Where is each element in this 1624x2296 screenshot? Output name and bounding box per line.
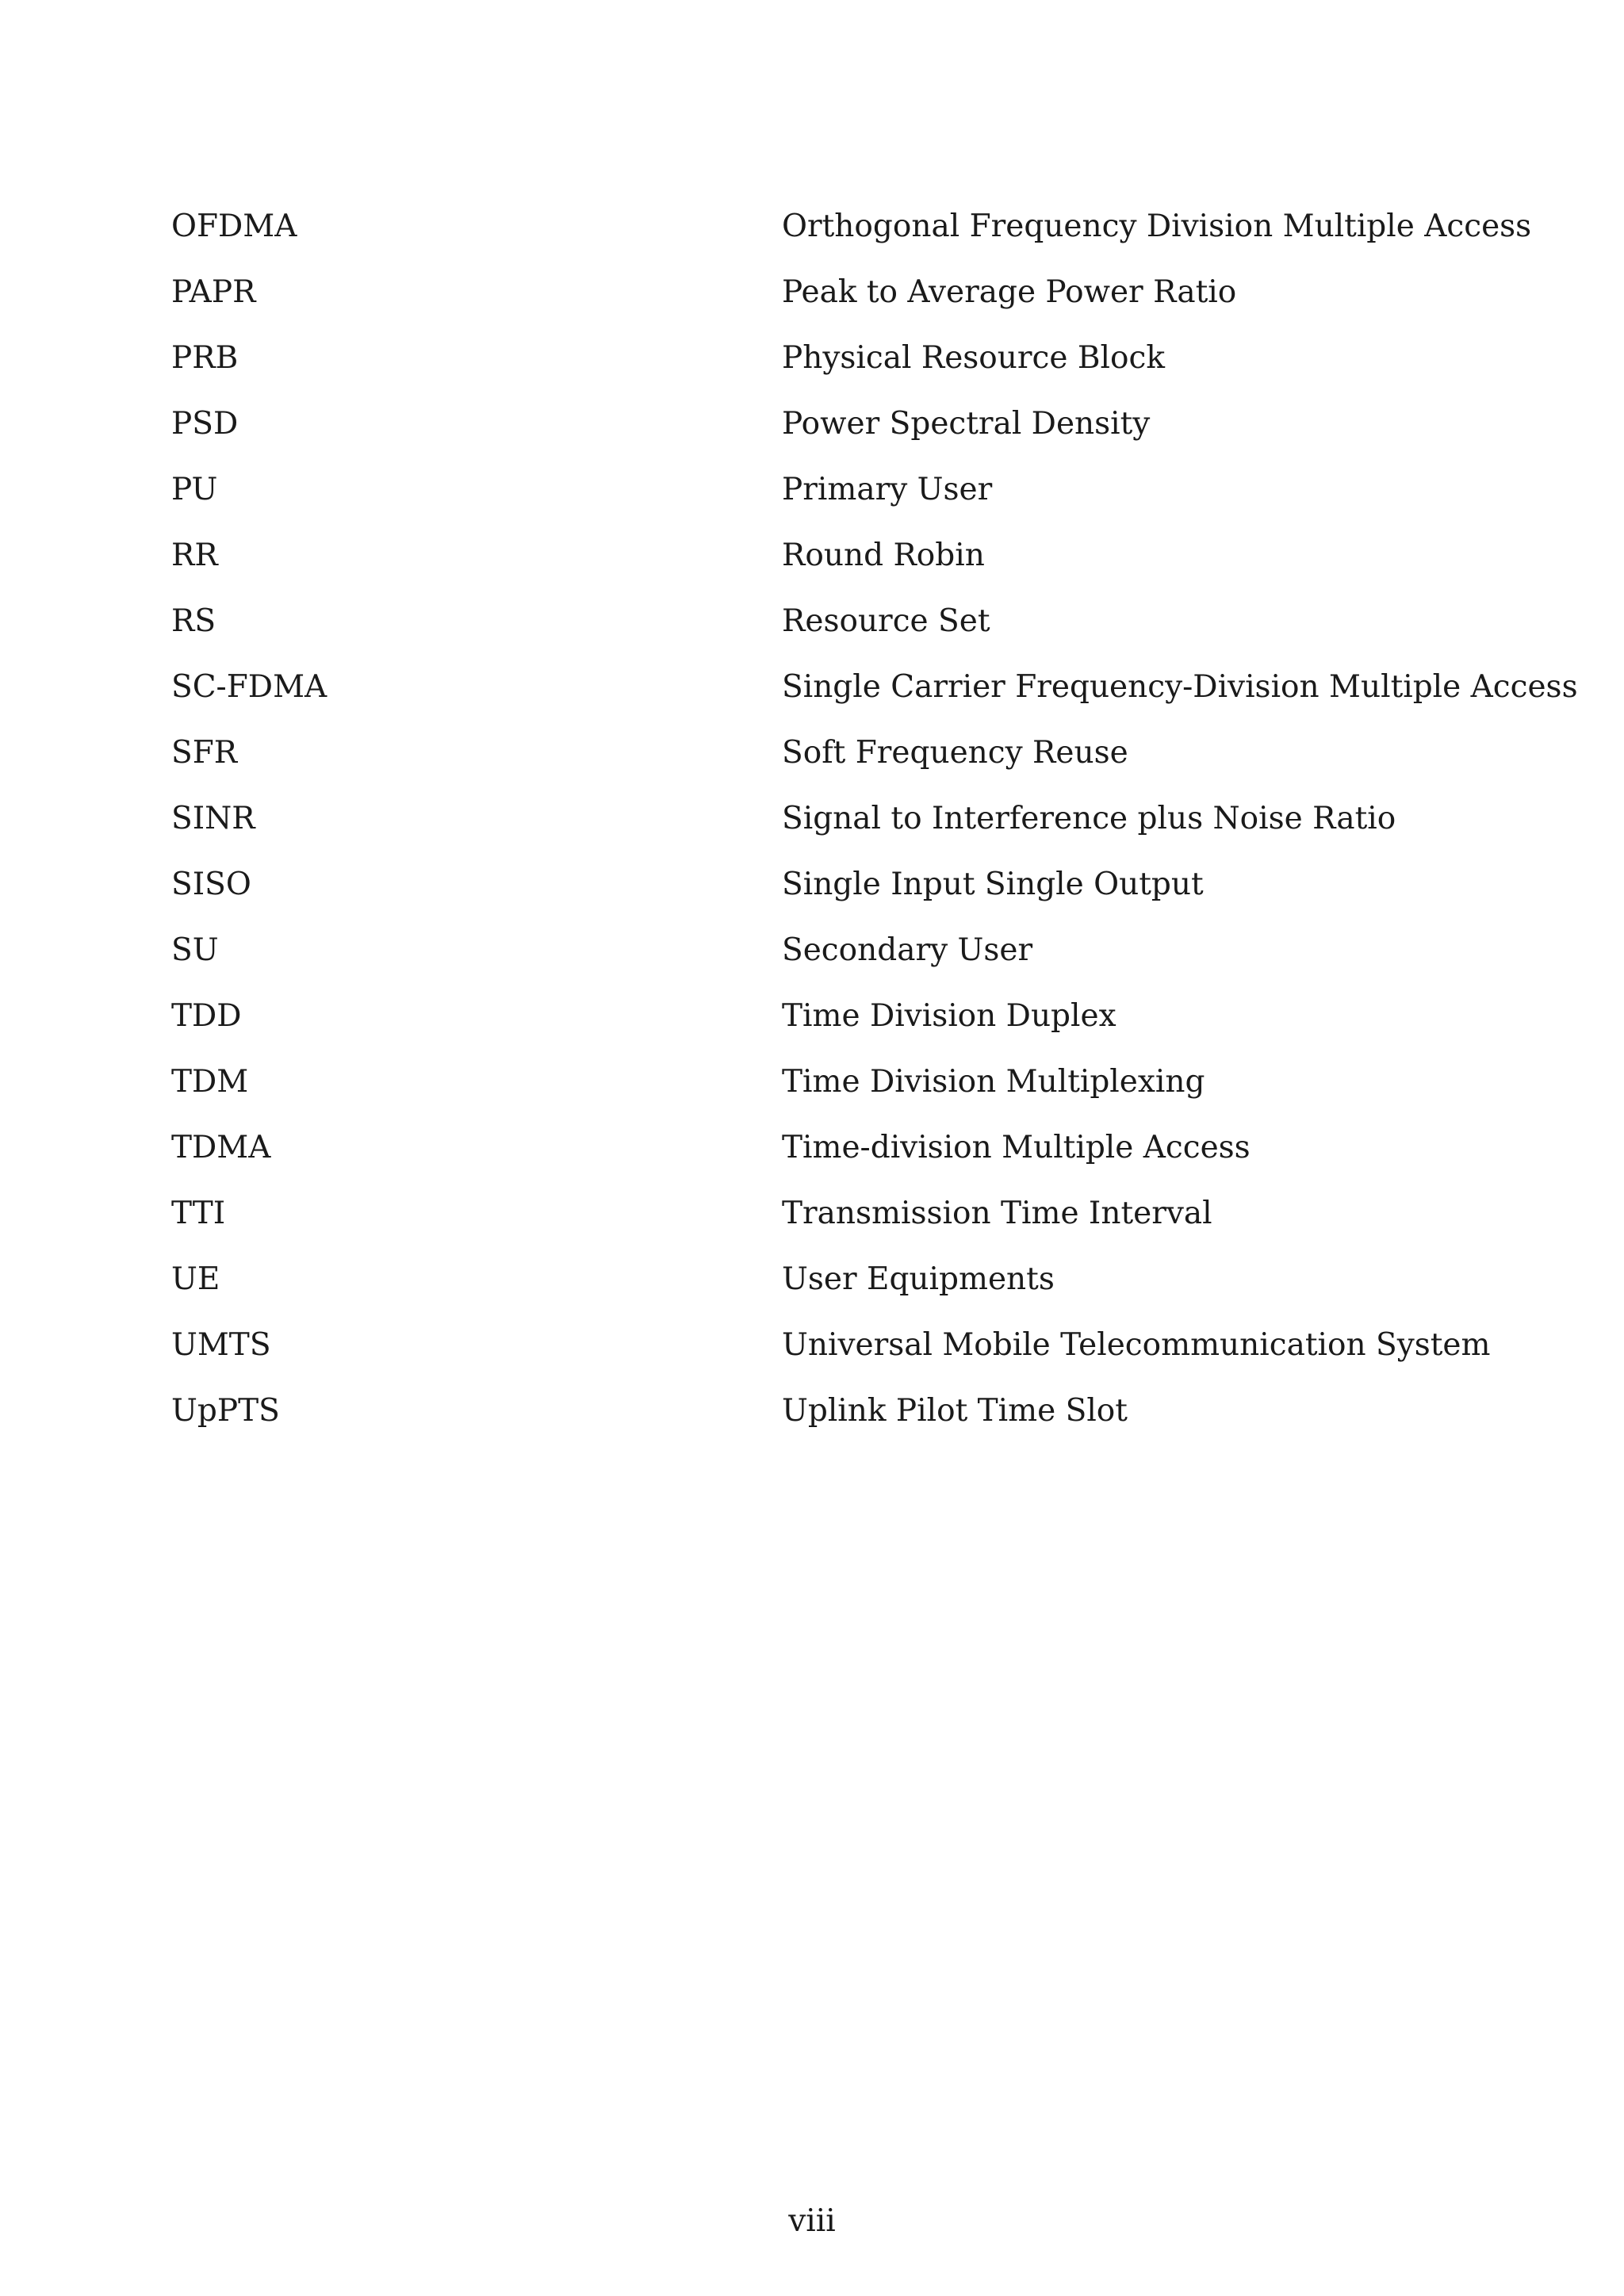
- abbreviation-row: [171, 928, 1535, 994]
- abbreviation-definition: Signal to Interference plus Noise Ratio: [782, 801, 1396, 836]
- abbreviation-row: [171, 270, 1535, 336]
- abbreviation-term: PRB: [171, 340, 239, 376]
- abbreviation-definition: Transmission Time Interval: [782, 1196, 1212, 1231]
- abbreviation-list: [171, 205, 1578, 1455]
- abbreviation-definition: Time-division Multiple Access: [782, 1130, 1251, 1165]
- abbreviation-definition: Single Input Single Output: [782, 867, 1204, 902]
- abbreviation-definition: Primary User: [782, 472, 993, 507]
- abbreviation-row: [171, 797, 1535, 863]
- abbreviation-term: TDM: [171, 1064, 249, 1100]
- abbreviation-term: RR: [171, 538, 218, 573]
- abbreviation-term: PU: [171, 472, 218, 507]
- abbreviation-term: PAPR: [171, 274, 256, 310]
- abbreviation-term: SFR: [171, 735, 238, 771]
- abbreviation-term: TDMA: [171, 1130, 271, 1165]
- abbreviation-definition: User Equipments: [782, 1261, 1055, 1297]
- abbreviation-row: [171, 1192, 1535, 1257]
- abbreviation-definition: Soft Frequency Reuse: [782, 735, 1128, 771]
- abbreviation-definition: Power Spectral Density: [782, 406, 1151, 442]
- abbreviation-definition: Time Division Multiplexing: [782, 1064, 1205, 1100]
- abbreviation-term: TDD: [171, 998, 242, 1034]
- abbreviation-definition: Universal Mobile Telecommunication System: [782, 1327, 1491, 1363]
- abbreviation-row: [171, 534, 1535, 599]
- abbreviation-term: SINR: [171, 801, 255, 836]
- abbreviation-row: [171, 336, 1535, 402]
- abbreviation-row: [171, 1060, 1535, 1126]
- abbreviation-row: [171, 863, 1535, 928]
- abbreviation-row: [171, 402, 1535, 468]
- abbreviation-row: [171, 994, 1535, 1060]
- abbreviation-definition: Peak to Average Power Ratio: [782, 274, 1237, 310]
- abbreviation-definition: Secondary User: [782, 932, 1033, 968]
- abbreviation-definition: Physical Resource Block: [782, 340, 1165, 376]
- abbreviation-definition: Round Robin: [782, 538, 985, 573]
- abbreviation-definition: Time Division Duplex: [782, 998, 1116, 1034]
- abbreviation-term: PSD: [171, 406, 239, 442]
- abbreviation-term: OFDMA: [171, 209, 297, 244]
- abbreviation-row: [171, 1323, 1535, 1389]
- page-number: viii: [788, 2203, 836, 2239]
- abbreviation-row: [171, 1126, 1535, 1192]
- abbreviation-definition: Resource Set: [782, 603, 990, 639]
- abbreviation-term: SISO: [171, 867, 251, 902]
- abbreviation-definition: Orthogonal Frequency Division Multiple Access: [782, 209, 1532, 244]
- abbreviation-row: [171, 731, 1535, 797]
- abbreviation-definition: Single Carrier Frequency-Division Multiple Access: [782, 669, 1578, 705]
- abbreviation-term: SC-FDMA: [171, 669, 327, 705]
- abbreviation-term: UpPTS: [171, 1393, 280, 1429]
- abbreviation-term: RS: [171, 603, 216, 639]
- abbreviation-row: [171, 599, 1535, 665]
- abbreviation-term: SU: [171, 932, 219, 968]
- abbreviation-term: UMTS: [171, 1327, 271, 1363]
- abbreviation-row: [171, 205, 1535, 270]
- abbreviation-row: [171, 468, 1535, 534]
- abbreviation-row: [171, 665, 1578, 731]
- abbreviation-row: [171, 1389, 1535, 1455]
- abbreviation-term: UE: [171, 1261, 220, 1297]
- abbreviation-definition: Uplink Pilot Time Slot: [782, 1393, 1128, 1429]
- abbreviation-row: [171, 1257, 1535, 1323]
- abbreviation-term: TTI: [171, 1196, 226, 1231]
